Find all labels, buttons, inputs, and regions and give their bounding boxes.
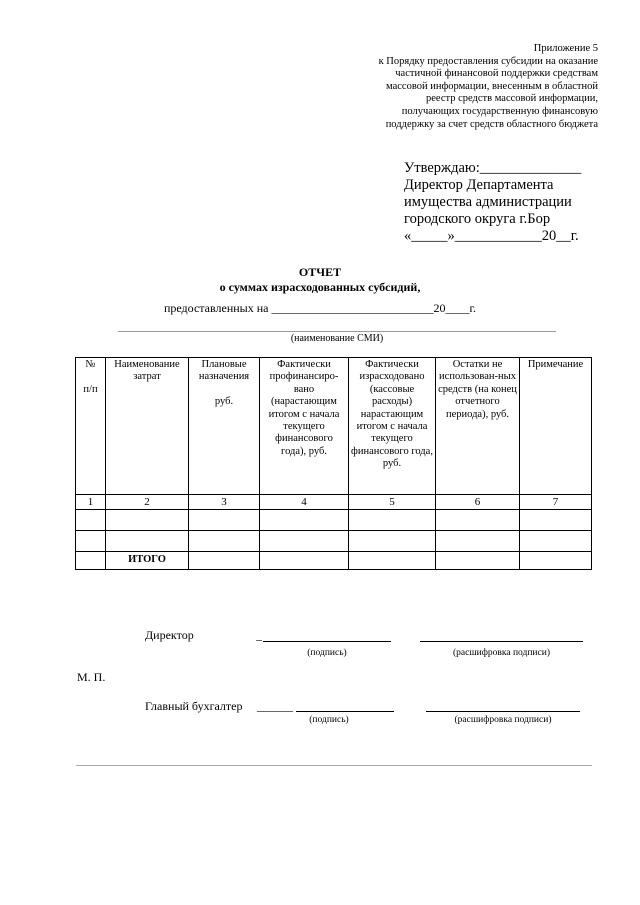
total-row	[76, 552, 592, 570]
column-number-row	[76, 495, 592, 510]
accountant-label: Главный бухгалтер	[145, 699, 243, 713]
accountant-decoding-line[interactable]	[426, 711, 580, 712]
approval-line: имущества администрации	[404, 194, 572, 210]
header-cell: Наименование затрат	[106, 358, 189, 495]
table-cell[interactable]	[349, 552, 436, 570]
table-cell[interactable]	[520, 531, 592, 552]
director-label: Директор	[145, 628, 194, 642]
page-divider	[76, 765, 592, 766]
table-cell[interactable]	[106, 510, 189, 531]
appendix-line: Приложение 5	[533, 43, 598, 54]
appendix-line: частичной финансовой поддержки средствам	[395, 68, 598, 80]
header-cell: Фактически профинансиро-вано (нарастающим итогом с начала текущего финансового года), руб.	[260, 358, 349, 495]
report-period: предоставленных на ___________________________20____г.	[163, 301, 477, 315]
table-cell[interactable]	[106, 531, 189, 552]
approval-line: Директор Департамента	[404, 177, 554, 193]
approval-line: городского округа г.Бор	[404, 211, 551, 227]
appendix-line: реестр средств массовой информации,	[426, 93, 598, 105]
smi-name-line	[118, 331, 556, 332]
appendix-block	[308, 43, 598, 131]
table-cell[interactable]	[76, 510, 106, 531]
table-cell[interactable]	[189, 531, 260, 552]
approval-line: Утверждаю:______________	[404, 160, 582, 176]
smi-caption: (наименование СМИ)	[290, 333, 384, 344]
director-sign-prefix: _	[256, 628, 262, 642]
column-number: 1	[76, 495, 106, 510]
approval-line: «_____»____________20__г.	[404, 228, 579, 244]
table-cell[interactable]	[76, 531, 106, 552]
appendix-line: к Порядку предоставления субсидии на оказание	[378, 55, 598, 67]
column-number: 3	[189, 495, 260, 510]
header-cell: Фактически израсходовано (кассовые расходы) нарастающим итогом с начала текущего финансового года, руб.	[349, 358, 436, 495]
table-cell[interactable]	[260, 531, 349, 552]
column-number: 2	[106, 495, 189, 510]
director-signature-line[interactable]	[263, 641, 391, 642]
appendix-line: массовой информации, внесенным в областной	[386, 80, 598, 92]
decoding-caption: (расшифровка подписи)	[453, 648, 550, 658]
table-cell[interactable]	[520, 552, 592, 570]
report-subtitle: о суммах израсходованных субсидий,	[219, 280, 421, 294]
table-header-row	[76, 358, 592, 495]
table-cell[interactable]	[260, 510, 349, 531]
director-decoding-line[interactable]	[420, 641, 583, 642]
table-cell[interactable]	[520, 510, 592, 531]
table-cell[interactable]	[436, 531, 520, 552]
header-cell: Примечание	[520, 358, 592, 495]
table-row	[76, 531, 592, 552]
signature-caption: (подпись)	[309, 715, 349, 725]
table-cell[interactable]	[189, 552, 260, 570]
column-number: 5	[349, 495, 436, 510]
report-table	[75, 357, 592, 570]
header-cell: Плановые назначения руб.	[189, 358, 260, 495]
report-title: ОТЧЕТ	[298, 265, 342, 279]
table-cell	[76, 552, 106, 570]
header-cell: Остатки не использован-ных средств (на конец отчетного периода), руб.	[436, 358, 520, 495]
header-cell: № п/п	[76, 358, 106, 495]
appendix-line: получающих государственную финансовую	[401, 105, 598, 117]
table-cell[interactable]	[189, 510, 260, 531]
column-number: 6	[436, 495, 520, 510]
column-number: 7	[520, 495, 592, 510]
approval-block	[404, 160, 581, 245]
decoding-caption: (расшифровка подписи)	[454, 715, 552, 725]
table-cell[interactable]	[349, 510, 436, 531]
accountant-sign-prefix: ______	[257, 699, 293, 713]
signature-caption: (подпись)	[307, 648, 347, 658]
appendix-line: поддержку за счет средств областного бюджета	[385, 118, 598, 130]
column-number: 4	[260, 495, 349, 510]
table-cell[interactable]	[260, 552, 349, 570]
table-cell[interactable]	[349, 531, 436, 552]
total-label: ИТОГО	[106, 552, 189, 570]
accountant-signature-line[interactable]	[296, 711, 394, 712]
stamp-label: М. П.	[77, 670, 106, 684]
table-cell[interactable]	[436, 552, 520, 570]
table-row	[76, 510, 592, 531]
table-cell[interactable]	[436, 510, 520, 531]
